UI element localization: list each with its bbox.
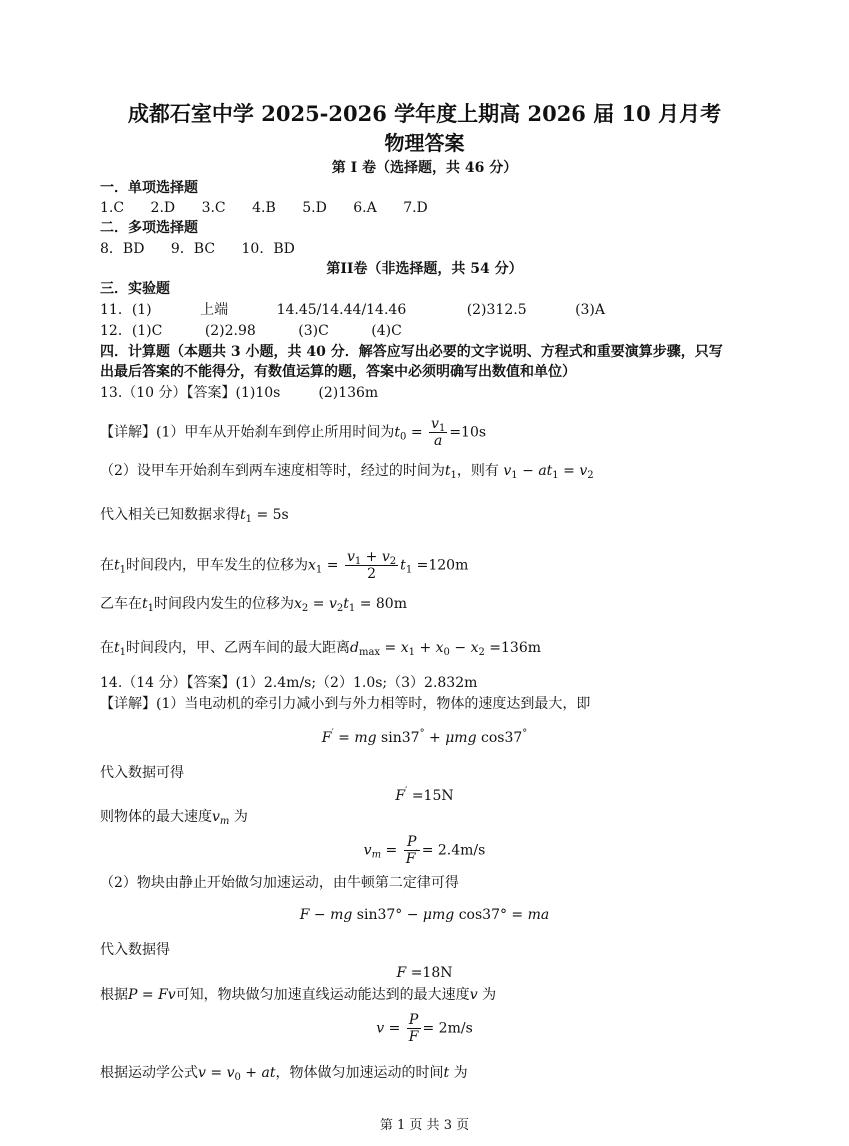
section-three-heading: 三．实验题 bbox=[100, 281, 170, 297]
result: =10s bbox=[449, 424, 487, 441]
part-one-heading: 第 I 卷（选择题，共 46 分） bbox=[331, 160, 518, 176]
answer-item: 12．(1)C bbox=[100, 323, 163, 339]
result: = 2.4m/s bbox=[421, 842, 486, 859]
q14-sub-1: 代入数据可得 bbox=[100, 765, 184, 781]
answer-item: 1.C bbox=[100, 200, 125, 216]
text: ，则有 bbox=[456, 463, 499, 479]
answer-item: 5.D bbox=[302, 200, 327, 216]
multi-choice-answers bbox=[100, 239, 295, 259]
fraction: $\frac{P}{F'}$ bbox=[405, 834, 418, 867]
text: 时间段内，甲车发生的位移为 bbox=[126, 557, 309, 574]
fraction: $\frac{v_1}{a}$ bbox=[431, 416, 446, 449]
result: =18N bbox=[410, 965, 453, 981]
section-one-heading: 一．单项选择题 bbox=[100, 180, 198, 196]
q13-head: 13.（10 分）【答案】(1)10s bbox=[100, 385, 281, 401]
text: 可知，物块做匀加速直线运动能达到的最大速度 bbox=[175, 987, 470, 1003]
part-two-heading: 第II卷（非选择题，共 54 分） bbox=[326, 261, 523, 277]
text: （2）设甲车开始刹车到两车速度相等时，经过的时间为 bbox=[100, 463, 445, 479]
text: 代入相关已知数据求得 bbox=[100, 507, 240, 523]
q13-answer bbox=[100, 383, 378, 403]
text: 为 bbox=[482, 987, 497, 1003]
answer-item: 3.C bbox=[201, 200, 226, 216]
text: 则物体的最大速度 bbox=[100, 809, 212, 825]
q11-answers bbox=[100, 300, 605, 320]
text: 【详解】(1）甲车从开始刹车到停止所用时间为 bbox=[100, 424, 395, 441]
answer-item: 2.D bbox=[150, 200, 176, 216]
q13-detail-4: 在$t_1$时间段内，甲车发生的位移为$x_1$ = $\frac{v_1 + v_2}{2}$ $t_1 =120m$ bbox=[100, 549, 469, 582]
result: = 2m/s bbox=[422, 1020, 473, 1037]
answer-item: (3)C bbox=[298, 323, 329, 339]
fraction: $\frac{P}{F}$ bbox=[408, 1012, 419, 1045]
answer-item: 9．BC bbox=[170, 241, 216, 257]
answer-item: (4)C bbox=[371, 323, 402, 339]
answer-item: 8．BD bbox=[100, 241, 145, 257]
section-four-heading: 四．计算题（本题共 3 小题，共 40 分．解答应写出必要的文字说明、方程式和重要演算步骤，只写 bbox=[100, 344, 723, 360]
document-subtitle: 物理答案 bbox=[384, 131, 465, 155]
text: 时间段内，甲、乙两车间的最大距离 bbox=[126, 640, 351, 656]
q14-sub-2: 则物体的最大速度$v_m$ 为 bbox=[100, 809, 248, 827]
q14-equation-2: F′ =15N bbox=[395, 786, 454, 804]
q14-equation-3: $v_m$ = $\frac{P}{F'}$ = 2.4m/s bbox=[363, 834, 486, 867]
q13-detail-1: 【详解】(1）甲车从开始刹车到停止所用时间为$t_0$ = $\frac{v_1}{a}$ =10s bbox=[100, 416, 487, 449]
text: 为 bbox=[233, 809, 248, 825]
q14-sub-3: 代入数据得 bbox=[100, 942, 170, 958]
q13-detail-5: 乙车在$t_1$时间段内发生的位移为$x_2 = v_2t_1 = 80m$ bbox=[100, 596, 407, 614]
document-title: 成都石室中学 2025-2026 学年度上期高 2026 届 10 月月考 bbox=[127, 101, 722, 126]
q13-detail-6: 在$t_1$时间段内，甲、乙两车间的最大距离$d_{max} = x_1 + x_0 - x_2 =136m$ bbox=[100, 640, 542, 658]
answer-item: 4.B bbox=[252, 200, 276, 216]
q13-detail-3: 代入相关已知数据求得$t_1 = 5s$ bbox=[100, 507, 289, 525]
answer-item: (3)A bbox=[575, 302, 606, 318]
text: 在 bbox=[100, 557, 114, 574]
q13-detail-2: （2）设甲车开始刹车到两车速度相等时，经过的时间为$t_1$，则有 $v_1 - at_1 = v_2$ bbox=[100, 463, 594, 481]
q14-equation-4: F − mg sin37° − μmg cos37° = ma bbox=[299, 907, 550, 923]
answer-item: (2)312.5 bbox=[466, 302, 527, 318]
text: 时间段内发生的位移为 bbox=[154, 596, 295, 612]
fraction: $\frac{v_1 + v_2}{2}$ bbox=[346, 549, 397, 582]
text: ，物体做匀加速运动的时间 bbox=[275, 1065, 444, 1081]
q14-answer: 14.（14 分）【答案】(1）2.4m/s;（2）1.0s;（3）2.832m bbox=[100, 675, 478, 691]
answer-item: 6.A bbox=[353, 200, 377, 216]
answer-item: 14.45/14.44/14.46 bbox=[276, 302, 407, 318]
text: 根据运动学公式 bbox=[100, 1065, 198, 1081]
section-two-heading: 二．多项选择题 bbox=[100, 220, 198, 236]
text: 根据 bbox=[100, 987, 128, 1003]
text: 乙车在 bbox=[100, 596, 142, 612]
text: 在 bbox=[100, 640, 114, 656]
page-footer: 第 1 页 共 3 页 bbox=[379, 1118, 470, 1133]
answer-item: 7.D bbox=[403, 200, 428, 216]
answer-item: 上端 bbox=[200, 302, 229, 318]
result: =120m bbox=[416, 557, 469, 574]
section-four-heading-cont: 出最后答案的不能得分，有数值运算的题，答案中必须明确写出数值和单位） bbox=[100, 364, 576, 380]
answer-item: (2)2.98 bbox=[204, 323, 256, 339]
answer-item: 10．BD bbox=[241, 241, 295, 257]
result: =136m bbox=[489, 640, 542, 656]
result: =15N bbox=[411, 788, 454, 804]
answer-item: 11．(1) bbox=[100, 302, 152, 318]
q13-answer-2: (2)136m bbox=[318, 385, 379, 401]
q14-detail-1: 【详解】(1）当电动机的牵引力减小到与外力相等时，物体的速度达到最大，即 bbox=[100, 696, 591, 712]
q12-answers bbox=[100, 321, 402, 341]
result: = 5s bbox=[256, 507, 289, 523]
q14-detail-2: （2）物块由静止开始做匀加速运动，由牛顿第二定律可得 bbox=[100, 875, 459, 891]
text: 为 bbox=[453, 1065, 468, 1081]
q14-sub-4: 根据P = Fv可知，物块做匀加速直线运动能达到的最大速度v 为 bbox=[100, 987, 497, 1003]
q14-equation-5: F =18N bbox=[396, 965, 453, 981]
single-choice-answers bbox=[100, 198, 428, 218]
result: = 80m bbox=[359, 596, 407, 612]
q14-sub-5: 根据运动学公式$v = v_0$ + at，物体做匀加速运动的时间t 为 bbox=[100, 1065, 468, 1083]
q14-equation-1: F′ = mg sin37° + μmg cos37° bbox=[321, 728, 528, 746]
q14-equation-6: v = $\frac{P}{F}$ = 2m/s bbox=[376, 1012, 473, 1045]
